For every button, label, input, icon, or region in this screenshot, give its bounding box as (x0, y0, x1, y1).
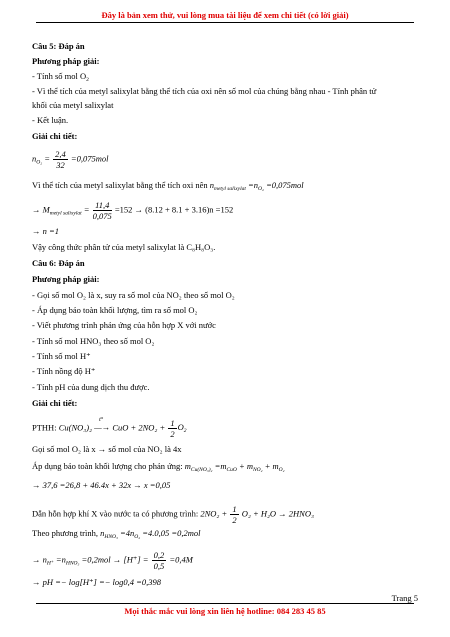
q5-conclusion: Vậy công thức phân tử của metyl salixylat là C₈H₈O₃. (32, 242, 216, 252)
q6-eq-mass: → 37,6 =26,8 + 46.4x + 32x → x =0,05 (32, 480, 171, 490)
q6-goi: Gọi số mol O₂ là x → số mol của NO₂ là 4x (32, 444, 182, 454)
q6-method-3: - Viết phương trình phản ứng của hỗn hợp X với nước (32, 320, 216, 330)
q6-method-6: - Tính nồng độ H⁺ (32, 366, 96, 376)
q6-eq-h: → $n_{H^+} =n_{HNO_3} =0,2mol \to [H^+]$ = $\frac{0,2}{0,5}$ =0,4M (32, 550, 193, 571)
q6-apdung: Áp dụng bảo toàn khối lượng cho phản ứng: $m_{Cu(NO_3)_2} =m_{CuO} + m_{NO_2} + m_{O_2}$ (32, 461, 285, 473)
q6-method-1: - Gọi số mol O₂ là x, suy ra số mol của NO₂ theo số mol O₂ (32, 290, 235, 300)
q5-method-1: - Tính số mol $O_2$ (32, 71, 89, 83)
q6-method-7: - Tính pH của dung dịch thu được. (32, 382, 150, 392)
q6-method-heading: Phương pháp giải: (32, 274, 100, 284)
q6-method-4: - Tính số mol HNO₃ theo số mol O₂ (32, 336, 155, 346)
q5-method-heading: Phương pháp giải: (32, 56, 100, 66)
q6-detail-heading: Giải chi tiết: (32, 398, 78, 408)
q5-method-3: - Kết luận. (32, 115, 69, 125)
header-notice: Đây là bản xem thử, vui lòng mua tài liệu để xem chi tiết (có lời giải) (101, 10, 349, 20)
q6-method-2: - Áp dụng bảo toàn khối lượng, tìm ra số mol O₂ (32, 305, 198, 315)
q6-title: Câu 6: Đáp án (32, 258, 85, 268)
q5-eq-molar-mass: → $M_{metyl salixylat}$ = $\frac{11,4}{0,075}$ =152 → (8.12 + 8.1 + 3.16)n =152 (32, 200, 234, 221)
footer-hotline: Mọi thắc mắc vui lòng xin liên hệ hotline: 084 283 45 85 (124, 606, 326, 616)
footer-divider (36, 603, 414, 604)
q6-dan-hon: Dẫn hỗn hợp khí X vào nước ta có phương trình: 2NO₂ + $\frac{1}{2}$ O₂ + H₂O → 2HNO₃ (32, 504, 314, 525)
q6-eq-ph: → pH =− log[H⁺] =− log0,4 =0,398 (32, 577, 162, 587)
q5-title: Câu 5: Đáp án (32, 41, 85, 51)
q6-pthh: PTHH: Cu(NO₃)₂ — t° → CuO + 2NO₂ + $\frac{1}{2}$ $O_2$ (32, 417, 187, 439)
page-number: Trang 5 (391, 593, 418, 603)
q5-method-2: - Vì thể tích của metyl salixylat bằng thể tích của oxi nên số mol của chúng bằng nhau - Tính phân tử (32, 86, 377, 96)
q5-detail-heading: Giải chi tiết: (32, 131, 78, 141)
header-divider (36, 22, 414, 23)
q5-method-2b: khối của metyl salixylat (32, 100, 114, 110)
q5-equal-moles: Vì thể tích của metyl salixylat bằng thể tích oxi nên $n_{metyl salixylat} =n_{O_2} =0,075mol$ (32, 180, 304, 192)
q6-theo-pt: Theo phương trình, $n_{HNO_3} =4n_{O_2} =4.0,05 =0,2mol$ (32, 528, 201, 540)
q5-eq-n: → n =1 (32, 226, 59, 236)
q5-eq-mol-o2: $n_{O_2}$ = $\frac{2,4}{32}$ =0,075mol (32, 149, 109, 170)
q6-method-5: - Tính số mol H⁺ (32, 351, 91, 361)
